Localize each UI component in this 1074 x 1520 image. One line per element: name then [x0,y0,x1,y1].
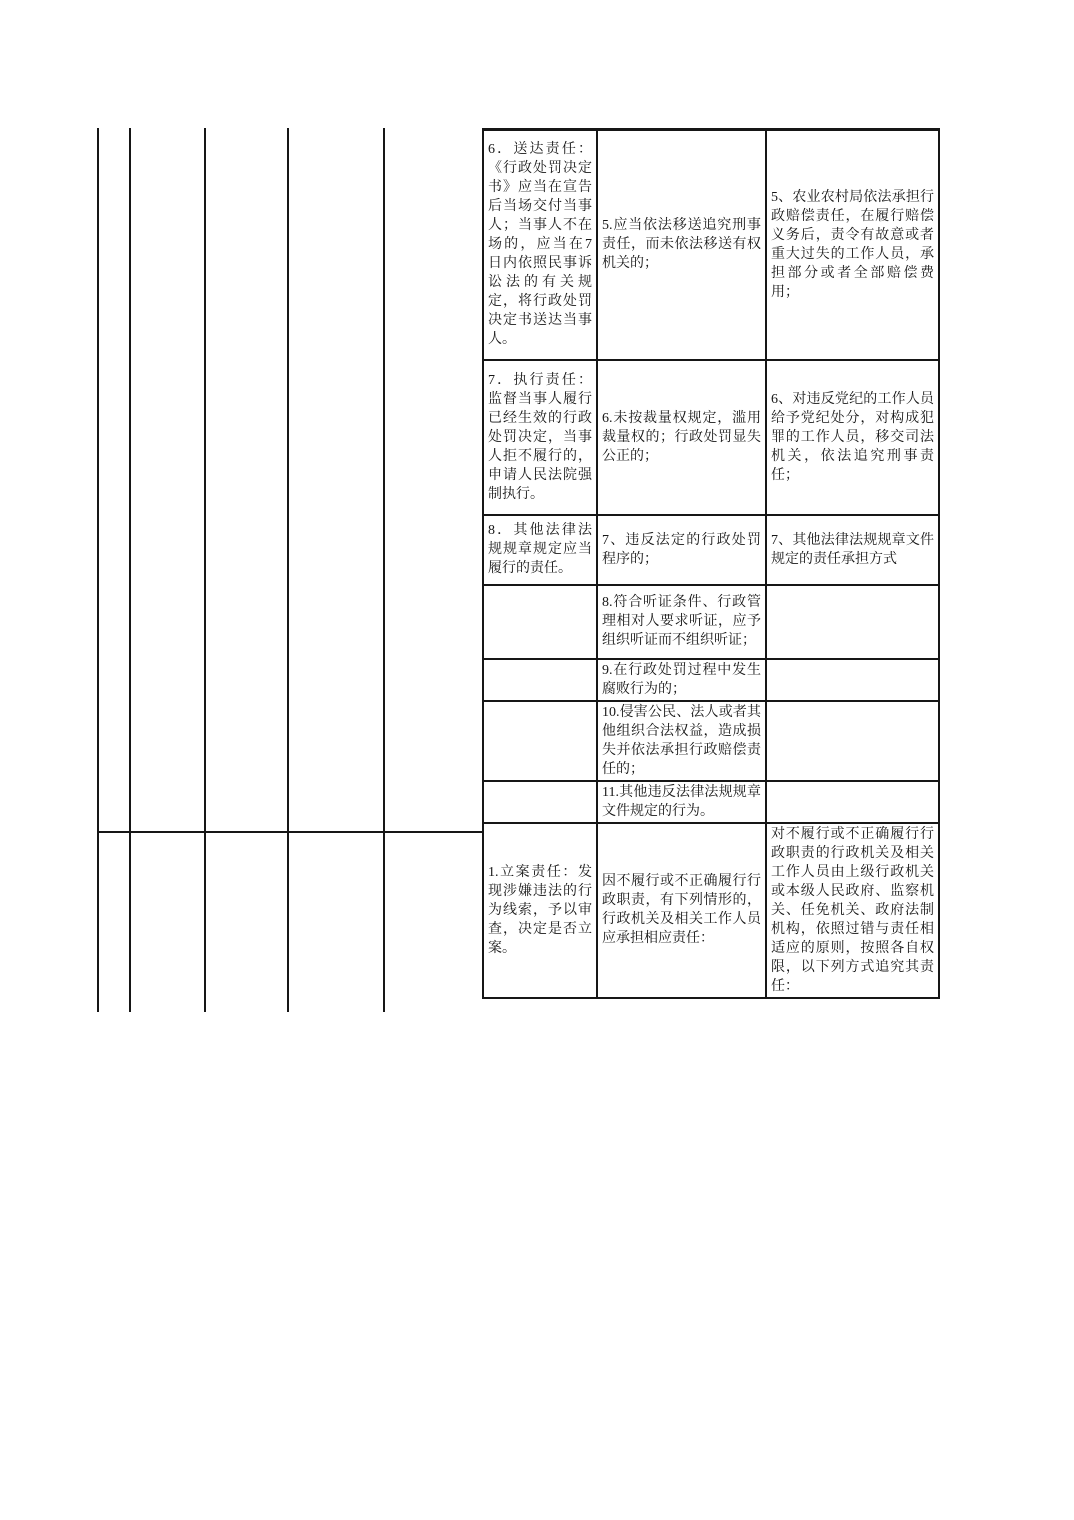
table-row [483,701,939,781]
cell-situation-corruption: 9.在行政处罚过程中发生腐败行为的； [597,659,766,701]
cell-situation-transfer: 5.应当依法移送追究刑事责任，而未依法移送有权机关的； [597,130,766,360]
table-row [483,360,939,515]
cell-method-compensation: 5、农业农村局依法承担行政赔偿责任，在履行赔偿义务后，责令有故意或者重大过失的工作人员，承担部分或者全部赔偿费用； [766,130,939,360]
table-row [483,781,939,823]
table-row [483,585,939,659]
table-row [483,823,939,998]
grid-vline-3 [204,128,206,1012]
cell-situation-hearing: 8.符合听证条件、行政管理相对人要求听证，应予组织听证而不组织听证； [597,585,766,659]
grid-hline-section-divider [97,831,484,833]
cell-duty-service: 6．送达责任：《行政处罚决定书》应当在宣告后当场交付当事人；当事人不在场的，应当在7日内依照民事诉讼法的有关规定，将行政处罚决定书送达当事人。 [483,130,597,360]
cell-situation-intro: 因不履行或不正确履行行政职责，有下列情形的，行政机关及相关工作人员应承担相应责任： [597,823,766,998]
cell-situation-other-violation: 11.其他违反法律法规规章文件规定的行为。 [597,781,766,823]
grid-vline-4 [287,128,289,1012]
table-row [483,130,939,360]
cell-method-intro: 对不履行或不正确履行行政职责的行政机关及相关工作人员由上级行政机关或本级人民政府、监察机关、任免机关、政府法制机构，依照过错与责任相适应的原则，按照各自权限，以下列方式追究其责任： [766,823,939,998]
cell-duty-other: 8．其他法律法规规章规定应当履行的责任。 [483,515,597,585]
table-row [483,515,939,585]
cell-empty [766,585,939,659]
cell-empty [483,701,597,781]
cell-empty [766,659,939,701]
cell-situation-discretion: 6.未按裁量权规定，滥用裁量权的；行政处罚显失公正的； [597,360,766,515]
grid-vline-2 [129,128,131,1012]
cell-duty-enforcement: 7．执行责任：监督当事人履行已经生效的行政处罚决定，当事人拒不履行的，申请人民法院强制执行。 [483,360,597,515]
cell-situation-infringement: 10.侵害公民、法人或者其他组织合法权益，造成损失并依法承担行政赔偿责任的； [597,701,766,781]
cell-situation-procedure: 7、违反法定的行政处罚程序的； [597,515,766,585]
responsibility-table [482,128,940,999]
cell-empty [766,781,939,823]
cell-duty-case-filing: 1.立案责任：发现涉嫌违法的行为线索，予以审查，决定是否立案。 [483,823,597,998]
grid-vline-5 [383,128,385,1012]
grid-vline-1 [97,128,99,1012]
cell-method-party-discipline: 6、对违反党纪的工作人员给予党纪处分，对构成犯罪的工作人员，移交司法机关，依法追究刑事责任； [766,360,939,515]
cell-empty [483,781,597,823]
cell-empty [483,659,597,701]
cell-method-other: 7、其他法律法规规章文件规定的责任承担方式 [766,515,939,585]
cell-empty [483,585,597,659]
table-row [483,659,939,701]
cell-empty [766,701,939,781]
